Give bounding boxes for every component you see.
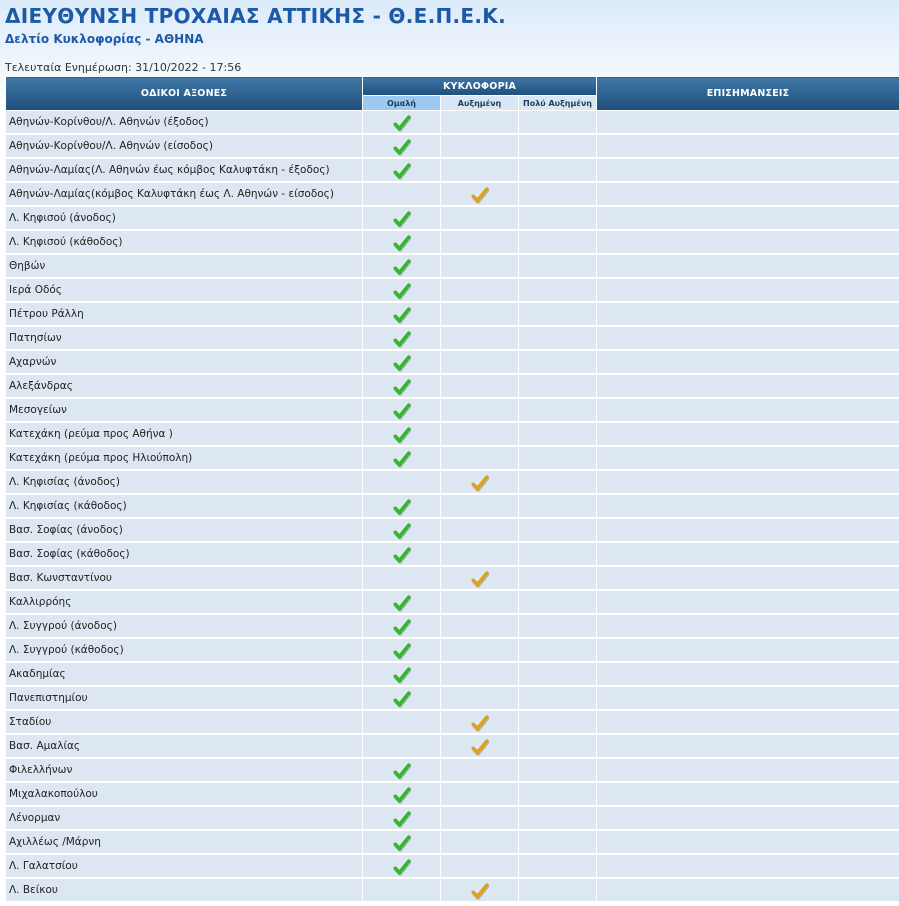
traffic-level-cell	[363, 206, 441, 230]
table-row	[6, 638, 899, 662]
traffic-level-cell	[441, 830, 519, 854]
traffic-level-cell	[441, 446, 519, 470]
table-row	[6, 470, 899, 494]
road-name: Πέτρου Ράλλη	[6, 302, 363, 326]
road-name: Λ. Κηφισίας (άνοδος)	[6, 470, 363, 494]
last-update-text: Τελευταία Ενημέρωση: 31/10/2022 - 17:56	[5, 61, 242, 74]
road-name: Λ. Κηφισίας (κάθοδος)	[6, 494, 363, 518]
green-check-icon	[393, 858, 411, 876]
notes-cell	[597, 446, 899, 470]
traffic-table	[5, 76, 899, 903]
green-check-icon	[393, 690, 411, 708]
traffic-level-cell	[519, 158, 597, 182]
traffic-level-cell	[363, 254, 441, 278]
notes-cell	[597, 134, 899, 158]
traffic-level-cell	[441, 111, 519, 135]
table-row	[6, 830, 899, 854]
table-row	[6, 758, 899, 782]
traffic-level-cell	[441, 614, 519, 638]
road-name: Λ. Γαλατσίου	[6, 854, 363, 878]
traffic-level-cell	[441, 158, 519, 182]
notes-cell	[597, 518, 899, 542]
table-row	[6, 326, 899, 350]
traffic-level-cell	[363, 806, 441, 830]
notes-cell	[597, 158, 899, 182]
road-name: Βασ. Σοφίας (κάθοδος)	[6, 542, 363, 566]
traffic-level-cell	[363, 302, 441, 326]
traffic-level-cell	[363, 830, 441, 854]
traffic-level-cell	[519, 614, 597, 638]
road-name: Κατεχάκη (ρεύμα προς Ηλιούπολη)	[6, 446, 363, 470]
traffic-level-cell	[441, 494, 519, 518]
traffic-level-cell	[519, 710, 597, 734]
traffic-level-cell	[519, 134, 597, 158]
traffic-level-cell	[363, 182, 441, 206]
road-name: Αθηνών-Κορίνθου/Λ. Αθηνών (έξοδος)	[6, 111, 363, 135]
road-name: Καλλιρρόης	[6, 590, 363, 614]
page-title: ΔΙΕΥΘΥΝΣΗ ΤΡΟΧΑΙΑΣ ΑΤΤΙΚΗΣ - Θ.Ε.Π.Ε.Κ.	[5, 4, 506, 28]
traffic-level-cell	[441, 278, 519, 302]
road-name: Κατεχάκη (ρεύμα προς Αθήνα )	[6, 422, 363, 446]
traffic-rows	[6, 111, 899, 903]
traffic-level-cell	[363, 782, 441, 806]
traffic-level-cell	[441, 518, 519, 542]
table-row	[6, 230, 899, 254]
notes-cell	[597, 326, 899, 350]
orange-check-icon	[471, 570, 489, 588]
road-name: Φιλελλήνων	[6, 758, 363, 782]
table-row	[6, 614, 899, 638]
green-check-icon	[393, 330, 411, 348]
road-name: Βασ. Αμαλίας	[6, 734, 363, 758]
traffic-level-cell	[441, 734, 519, 758]
traffic-level-cell	[363, 758, 441, 782]
table-row	[6, 302, 899, 326]
traffic-level-cell	[363, 134, 441, 158]
traffic-level-cell	[519, 398, 597, 422]
traffic-level-cell	[441, 422, 519, 446]
table-row	[6, 350, 899, 374]
road-name: Μεσογείων	[6, 398, 363, 422]
green-check-icon	[393, 834, 411, 852]
traffic-level-cell	[441, 878, 519, 902]
notes-cell	[597, 374, 899, 398]
green-check-icon	[393, 642, 411, 660]
traffic-level-cell	[441, 230, 519, 254]
traffic-level-cell	[363, 734, 441, 758]
table-row	[6, 158, 899, 182]
table-row	[6, 111, 899, 135]
notes-cell	[597, 830, 899, 854]
traffic-level-cell	[441, 206, 519, 230]
notes-cell	[597, 854, 899, 878]
road-name: Λ. Κηφισού (άνοδος)	[6, 206, 363, 230]
level-very-increased-header: Πολύ Αυξημένη	[519, 96, 597, 111]
traffic-level-cell	[441, 302, 519, 326]
traffic-level-cell	[441, 662, 519, 686]
green-check-icon	[393, 618, 411, 636]
traffic-level-cell	[519, 350, 597, 374]
table-row	[6, 806, 899, 830]
traffic-level-cell	[441, 686, 519, 710]
notes-cell	[597, 470, 899, 494]
traffic-level-cell	[519, 686, 597, 710]
notes-cell	[597, 590, 899, 614]
table-row	[6, 566, 899, 590]
traffic-level-cell	[441, 134, 519, 158]
traffic-level-cell	[363, 111, 441, 135]
traffic-level-cell	[519, 422, 597, 446]
traffic-level-cell	[519, 854, 597, 878]
road-name: Πανεπιστημίου	[6, 686, 363, 710]
green-check-icon	[393, 810, 411, 828]
notes-cell	[597, 710, 899, 734]
table-row	[6, 542, 899, 566]
green-check-icon	[393, 258, 411, 276]
notes-cell	[597, 278, 899, 302]
notes-cell	[597, 302, 899, 326]
notes-cell	[597, 782, 899, 806]
road-name: Αθηνών-Λαμίας(κόμβος Καλυφτάκη έως Λ. Αθηνών - είσοδος)	[6, 182, 363, 206]
green-check-icon	[393, 234, 411, 252]
traffic-level-cell	[441, 758, 519, 782]
traffic-level-cell	[363, 374, 441, 398]
traffic-level-cell	[519, 518, 597, 542]
road-name: Λ. Κηφισού (κάθοδος)	[6, 230, 363, 254]
traffic-level-cell	[363, 326, 441, 350]
table-row	[6, 854, 899, 878]
traffic-level-cell	[519, 230, 597, 254]
notes-cell	[597, 206, 899, 230]
traffic-level-cell	[519, 206, 597, 230]
green-check-icon	[393, 546, 411, 564]
green-check-icon	[393, 378, 411, 396]
green-check-icon	[393, 786, 411, 804]
traffic-level-cell	[519, 878, 597, 902]
traffic-level-cell	[519, 734, 597, 758]
traffic-level-cell	[441, 806, 519, 830]
traffic-level-cell	[441, 350, 519, 374]
traffic-level-cell	[519, 254, 597, 278]
green-check-icon	[393, 138, 411, 156]
traffic-level-cell	[441, 182, 519, 206]
traffic-level-cell	[363, 422, 441, 446]
table-row	[6, 590, 899, 614]
notes-cell	[597, 614, 899, 638]
green-check-icon	[393, 306, 411, 324]
table-row	[6, 422, 899, 446]
traffic-level-cell	[519, 302, 597, 326]
traffic-level-cell	[363, 854, 441, 878]
traffic-level-cell	[519, 638, 597, 662]
traffic-level-cell	[519, 806, 597, 830]
traffic-level-cell	[363, 710, 441, 734]
traffic-level-cell	[363, 398, 441, 422]
road-name: Ιερά Οδός	[6, 278, 363, 302]
traffic-level-cell	[441, 326, 519, 350]
traffic-level-cell	[363, 470, 441, 494]
level-normal-header: Ομαλή	[363, 96, 441, 111]
table-row	[6, 494, 899, 518]
road-name: Ακαδημίας	[6, 662, 363, 686]
orange-check-icon	[471, 714, 489, 732]
roads-column-header: ΟΔΙΚΟΙ ΑΞΟΝΕΣ	[6, 77, 363, 111]
table-row	[6, 182, 899, 206]
table-row	[6, 446, 899, 470]
traffic-level-cell	[363, 590, 441, 614]
traffic-level-cell	[363, 614, 441, 638]
traffic-level-cell	[441, 254, 519, 278]
road-name: Πατησίων	[6, 326, 363, 350]
table-row	[6, 518, 899, 542]
road-name: Σταδίου	[6, 710, 363, 734]
traffic-level-cell	[519, 374, 597, 398]
notes-cell	[597, 254, 899, 278]
traffic-level-cell	[363, 230, 441, 254]
traffic-level-cell	[519, 758, 597, 782]
road-name: Αθηνών-Λαμίας(Λ. Αθηνών έως κόμβος Καλυφτάκη - έξοδος)	[6, 158, 363, 182]
traffic-level-cell	[363, 518, 441, 542]
traffic-level-cell	[363, 446, 441, 470]
green-check-icon	[393, 210, 411, 228]
traffic-level-cell	[519, 446, 597, 470]
road-name: Αλεξάνδρας	[6, 374, 363, 398]
table-row	[6, 782, 899, 806]
traffic-level-cell	[519, 470, 597, 494]
table-row	[6, 206, 899, 230]
traffic-level-cell	[363, 494, 441, 518]
green-check-icon	[393, 594, 411, 612]
traffic-level-cell	[363, 878, 441, 902]
notes-cell	[597, 494, 899, 518]
table-row	[6, 662, 899, 686]
road-name: Λένορμαν	[6, 806, 363, 830]
notes-cell	[597, 350, 899, 374]
notes-cell	[597, 111, 899, 135]
road-name: Αχαρνών	[6, 350, 363, 374]
traffic-column-header: ΚΥΚΛΟΦΟΡΙΑ	[363, 77, 597, 96]
table-row	[6, 398, 899, 422]
green-check-icon	[393, 114, 411, 132]
orange-check-icon	[471, 738, 489, 756]
green-check-icon	[393, 282, 411, 300]
notes-cell	[597, 662, 899, 686]
traffic-level-cell	[519, 326, 597, 350]
traffic-level-cell	[519, 782, 597, 806]
notes-cell	[597, 758, 899, 782]
traffic-level-cell	[441, 854, 519, 878]
traffic-level-cell	[441, 566, 519, 590]
traffic-level-cell	[519, 662, 597, 686]
traffic-level-cell	[519, 111, 597, 135]
notes-cell	[597, 542, 899, 566]
notes-cell	[597, 422, 899, 446]
level-increased-header: Αυξημένη	[441, 96, 519, 111]
notes-cell	[597, 182, 899, 206]
traffic-level-cell	[441, 710, 519, 734]
road-name: Θηβών	[6, 254, 363, 278]
table-row	[6, 254, 899, 278]
green-check-icon	[393, 498, 411, 516]
traffic-level-cell	[363, 686, 441, 710]
traffic-level-cell	[519, 590, 597, 614]
road-name: Λ. Βείκου	[6, 878, 363, 902]
road-name: Αχιλλέως /Μάρνη	[6, 830, 363, 854]
traffic-level-cell	[363, 350, 441, 374]
traffic-level-cell	[363, 638, 441, 662]
traffic-level-cell	[363, 566, 441, 590]
notes-cell	[597, 734, 899, 758]
road-name: Μιχαλακοπούλου	[6, 782, 363, 806]
traffic-level-cell	[441, 470, 519, 494]
green-check-icon	[393, 762, 411, 780]
orange-check-icon	[471, 882, 489, 900]
road-name: Λ. Συγγρού (άνοδος)	[6, 614, 363, 638]
table-row	[6, 686, 899, 710]
traffic-level-cell	[519, 830, 597, 854]
road-name: Αθηνών-Κορίνθου/Λ. Αθηνών (είσοδος)	[6, 134, 363, 158]
table-row	[6, 278, 899, 302]
notes-cell	[597, 686, 899, 710]
green-check-icon	[393, 162, 411, 180]
traffic-level-cell	[363, 662, 441, 686]
green-check-icon	[393, 426, 411, 444]
notes-cell	[597, 878, 899, 902]
orange-check-icon	[471, 474, 489, 492]
traffic-level-cell	[363, 278, 441, 302]
page-subtitle: Δελτίο Κυκλοφορίας - ΑΘΗΝΑ	[5, 32, 204, 46]
traffic-level-cell	[519, 182, 597, 206]
green-check-icon	[393, 402, 411, 420]
table-row	[6, 710, 899, 734]
table-row	[6, 134, 899, 158]
notes-cell	[597, 806, 899, 830]
traffic-level-cell	[519, 278, 597, 302]
green-check-icon	[393, 666, 411, 684]
road-name: Βασ. Σοφίας (άνοδος)	[6, 518, 363, 542]
traffic-level-cell	[441, 782, 519, 806]
road-name: Βασ. Κωνσταντίνου	[6, 566, 363, 590]
traffic-level-cell	[441, 590, 519, 614]
traffic-level-cell	[363, 542, 441, 566]
table-row	[6, 374, 899, 398]
green-check-icon	[393, 522, 411, 540]
traffic-level-cell	[441, 398, 519, 422]
traffic-level-cell	[441, 542, 519, 566]
notes-column-header: ΕΠΙΣΗΜΑΝΣΕΙΣ	[597, 77, 899, 111]
green-check-icon	[393, 354, 411, 372]
green-check-icon	[393, 450, 411, 468]
traffic-level-cell	[441, 374, 519, 398]
notes-cell	[597, 566, 899, 590]
road-name: Λ. Συγγρού (κάθοδος)	[6, 638, 363, 662]
traffic-level-cell	[441, 638, 519, 662]
traffic-level-cell	[519, 566, 597, 590]
traffic-level-cell	[363, 158, 441, 182]
table-row	[6, 878, 899, 902]
notes-cell	[597, 398, 899, 422]
traffic-level-cell	[519, 542, 597, 566]
table-row	[6, 734, 899, 758]
notes-cell	[597, 638, 899, 662]
orange-check-icon	[471, 186, 489, 204]
traffic-level-cell	[519, 494, 597, 518]
notes-cell	[597, 230, 899, 254]
